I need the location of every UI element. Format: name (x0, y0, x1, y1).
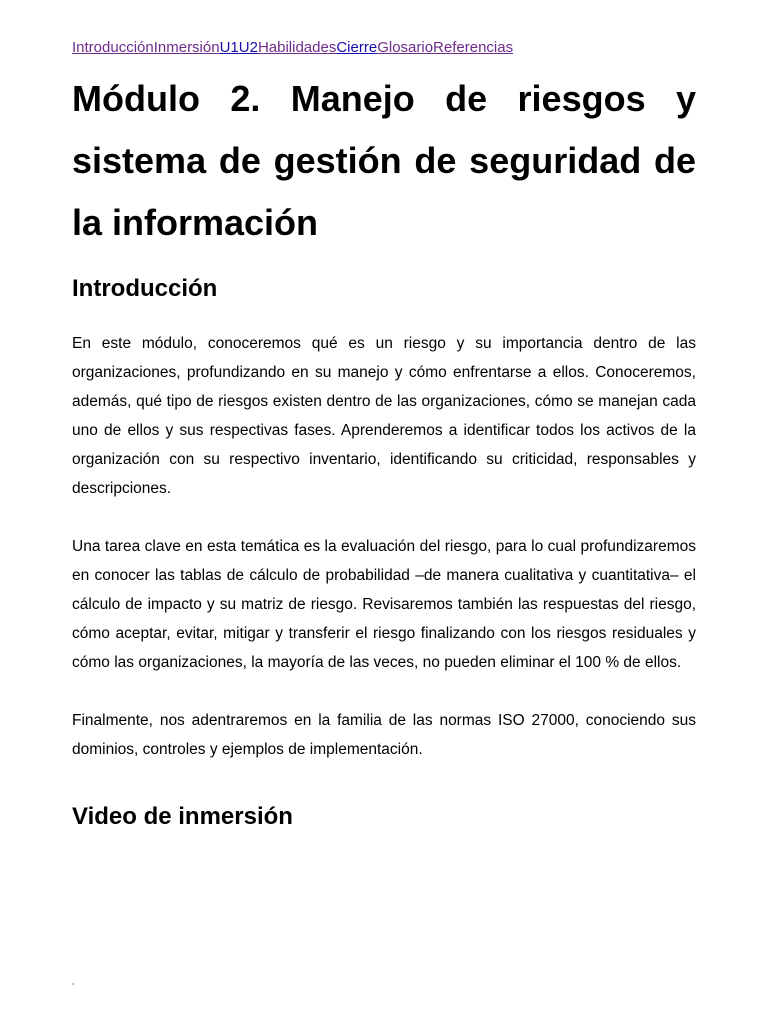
intro-paragraph-2: Una tarea clave en esta temática es la evaluación del riesgo, para lo cual profundizaremos en conocer las tablas de cálculo de probabilidad –de manera cualitativa y cuantitativa– el cálculo de impacto y su matriz de riesgo. Revisaremos también las respuestas del riesgo, cómo aceptar, evitar, mitigar y transferir el riesgo finalizando con los riesgos residuales y cómo las organizaciones, la mayoría de las veces, no pueden eliminar el 100 % de ellos. (72, 538, 696, 671)
nav-link-referencias[interactable]: Referencias (433, 39, 514, 56)
page-title: Módulo 2. Manejo de riesgos y sistema de gestión de seguridad de la información (72, 78, 696, 243)
nav-link-cierre[interactable]: Cierre (336, 39, 378, 56)
intro-section (72, 274, 696, 764)
section-nav (72, 38, 696, 58)
nav-link-habilidades[interactable]: Habilidades (257, 39, 337, 56)
nav-link-glosario[interactable]: Glosario (377, 39, 434, 56)
video-section (72, 802, 696, 832)
nav-link-introduccion[interactable]: Introducción (72, 39, 154, 56)
nav-link-u1[interactable]: U1 (219, 39, 239, 56)
document-page (72, 38, 696, 832)
intro-paragraph-3: Finalmente, nos adentraremos en la familia de las normas ISO 27000, conociendo sus dominios, controles y ejemplos de implementación. (72, 712, 696, 758)
nav-link-inmersion[interactable]: Inmersión (153, 39, 220, 56)
nav-link-u2[interactable]: U2 (238, 39, 258, 56)
intro-heading: Introducción (72, 275, 218, 302)
video-heading: Video de inmersión (72, 803, 293, 830)
page-marker-dot (72, 983, 74, 985)
intro-paragraph-1: En este módulo, conoceremos qué es un riesgo y su importancia dentro de las organizaciones, profundizando en su manejo y cómo enfrentarse a ellos. Conoceremos, además, qué tipo de riesgos existen dentro de las organizaciones, cómo se manejan cada uno de ellos y sus respectivas fases. Aprenderemos a identificar todos los activos de la organización con su respectivo inventario, identificando su criticidad, responsables y descripciones. (72, 335, 696, 497)
